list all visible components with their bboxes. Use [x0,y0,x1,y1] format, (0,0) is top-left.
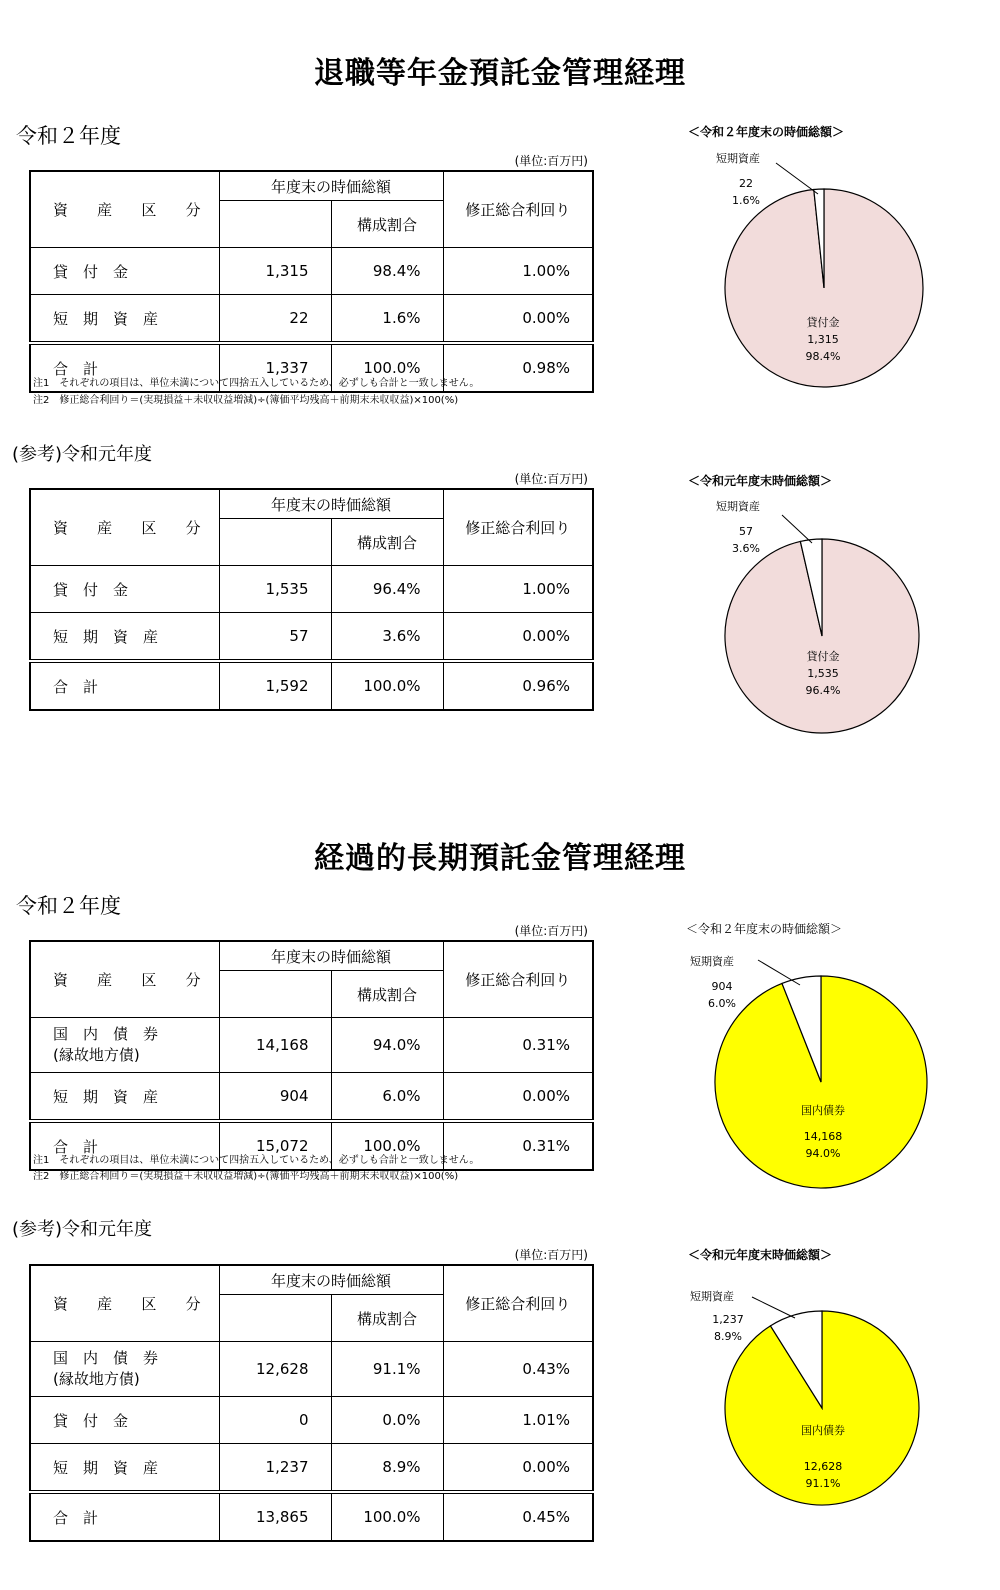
pie-slice-label: 短期資産 [690,1290,734,1303]
total-ratio: 100.0% [331,1121,443,1170]
unit-label: (単位:百万円) [514,924,588,938]
row-yield: 0.00% [443,295,593,344]
header-market-value: 年度末の時価総額 [219,941,443,971]
section-title: 経過的長期預託金管理経理 [314,841,686,876]
row-ratio: 96.4% [331,566,443,613]
total-label: 合 計 [30,1121,219,1170]
note-1: 注1 それぞれの項目は、単位未満について四捨五入しているため、必ずしも合計と一致しません。 [33,1155,480,1166]
row-label: 貸 付 金 [30,566,219,613]
header-market-value: 年度末の時価総額 [219,171,443,201]
pie-slice-value: 1,237 [712,1313,744,1326]
row-yield: 0.00% [443,613,593,662]
row-ratio: 1.6% [331,295,443,344]
row-ratio: 91.1% [331,1342,443,1397]
pie-slice-percent: 3.6% [732,542,760,555]
row-label: 短 期 資 産 [30,295,219,344]
row-value: 12,628 [219,1342,331,1397]
row-label-line2: (縁故地方債) [53,1046,140,1064]
pie-slice-value: 1,315 [807,333,839,346]
pie-title: ＜令和元年度末時価総額＞ [688,1248,833,1262]
note-1: 注1 それぞれの項目は、単位未満について四捨五入しているため、必ずしも合計と一致しません。 [33,378,480,389]
row-value: 904 [219,1073,331,1122]
row-value: 1,535 [219,566,331,613]
pie-slice-label: 短期資産 [716,500,760,513]
pie-slice-percent: 96.4% [805,684,841,697]
header-ratio: 構成割合 [331,201,443,248]
row-ratio: 0.0% [331,1397,443,1444]
header-asset: 資 産 区 分 [30,489,219,566]
total-yield: 0.31% [443,1121,593,1170]
header-asset: 資 産 区 分 [30,171,219,248]
pie-slice-value: 12,628 [803,1460,843,1473]
header-yield: 修正総合利回り [443,1265,593,1342]
row-value: 0 [219,1397,331,1444]
pie-slice-percent: 6.0% [708,997,736,1010]
row-label-line2: (縁故地方債) [53,1370,140,1388]
total-ratio: 100.0% [331,661,443,710]
pie-slice-label: 短期資産 [716,152,760,165]
table-heading: (参考)令和元年度 [12,444,153,465]
row-yield: 1.00% [443,248,593,295]
row-yield: 0.31% [443,1018,593,1073]
header-ratio: 構成割合 [331,1295,443,1342]
row-value: 57 [219,613,331,662]
header-ratio: 構成割合 [331,971,443,1018]
total-ratio: 100.0% [331,343,443,392]
total-yield: 0.96% [443,661,593,710]
row-yield: 0.43% [443,1342,593,1397]
row-value: 14,168 [219,1018,331,1073]
total-label: 合 計 [30,343,219,392]
row-label-line1: 国 内 債 券 [53,1349,159,1367]
total-value: 1,337 [219,343,331,392]
row-value: 1,237 [219,1444,331,1493]
header-asset: 資 産 区 分 [30,1265,219,1342]
row-yield: 0.00% [443,1444,593,1493]
row-label: 短 期 資 産 [30,1444,219,1493]
pie-slice-value: 57 [739,525,753,538]
header-market-value: 年度末の時価総額 [219,1265,443,1295]
row-label: 貸 付 金 [30,1397,219,1444]
pie-slice-percent: 98.4% [805,350,841,363]
table-heading: 令和２年度 [16,124,121,148]
pie-title: ＜令和２年度末の時価総額＞ [688,125,845,139]
pie-title: ＜令和２年度末の時価総額＞ [686,922,843,936]
row-value: 1,315 [219,248,331,295]
pie-slice-label: 短期資産 [690,955,734,968]
pie-slice-percent: 8.9% [714,1330,742,1343]
header-asset: 資 産 区 分 [30,941,219,1018]
pie-slice-value: 22 [739,177,753,190]
table-heading: 令和２年度 [16,894,121,918]
table-heading: (参考)令和元年度 [12,1219,153,1240]
total-value: 15,072 [219,1121,331,1170]
pie-slice-percent: 91.1% [805,1477,841,1490]
header-ratio: 構成割合 [331,519,443,566]
unit-label: (単位:百万円) [514,472,588,486]
header-market-value: 年度末の時価総額 [219,489,443,519]
row-ratio: 6.0% [331,1073,443,1122]
total-value: 13,865 [219,1492,331,1541]
row-label-line1: 国 内 債 券 [53,1025,159,1043]
note-2: 注2 修正総合利回り＝(実現損益＋未収収益増減)÷(簿価平均残高＋前期末未収収益)×100(%) [33,395,459,406]
row-label: 貸 付 金 [30,248,219,295]
total-label: 合 計 [30,1492,219,1541]
pie-slice-label: 国内債券 [801,1104,845,1117]
row-ratio: 98.4% [331,248,443,295]
row-value: 22 [219,295,331,344]
total-label: 合 計 [30,661,219,710]
pie-slice-label: 国内債券 [801,1424,845,1437]
header-yield: 修正総合利回り [443,941,593,1018]
pie-title: ＜令和元年度末時価総額＞ [688,474,833,488]
header-yield: 修正総合利回り [443,489,593,566]
total-ratio: 100.0% [331,1492,443,1541]
row-label: 短 期 資 産 [30,613,219,662]
unit-label: (単位:百万円) [514,154,588,168]
pie-slice-percent: 1.6% [732,194,760,207]
total-yield: 0.98% [443,343,593,392]
pie-slice-value: 14,168 [803,1130,843,1143]
unit-label: (単位:百万円) [514,1248,588,1262]
total-yield: 0.45% [443,1492,593,1541]
row-ratio: 94.0% [331,1018,443,1073]
note-2: 注2 修正総合利回り＝(実現損益＋未収収益増減)÷(簿価平均残高＋前期末未収収益)×100(%) [33,1171,459,1182]
section-title: 退職等年金預託金管理経理 [314,56,686,91]
row-ratio: 8.9% [331,1444,443,1493]
pie-slice-value: 904 [711,980,733,993]
row-ratio: 3.6% [331,613,443,662]
row-yield: 0.00% [443,1073,593,1122]
row-label: 短 期 資 産 [30,1073,219,1122]
pie-slice-label: 貸付金 [806,316,840,329]
header-yield: 修正総合利回り [443,171,593,248]
row-yield: 1.00% [443,566,593,613]
row-yield: 1.01% [443,1397,593,1444]
pie-slice-value: 1,535 [807,667,839,680]
total-value: 1,592 [219,661,331,710]
pie-slice-label: 貸付金 [806,650,840,663]
pie-slice-percent: 94.0% [805,1147,841,1160]
